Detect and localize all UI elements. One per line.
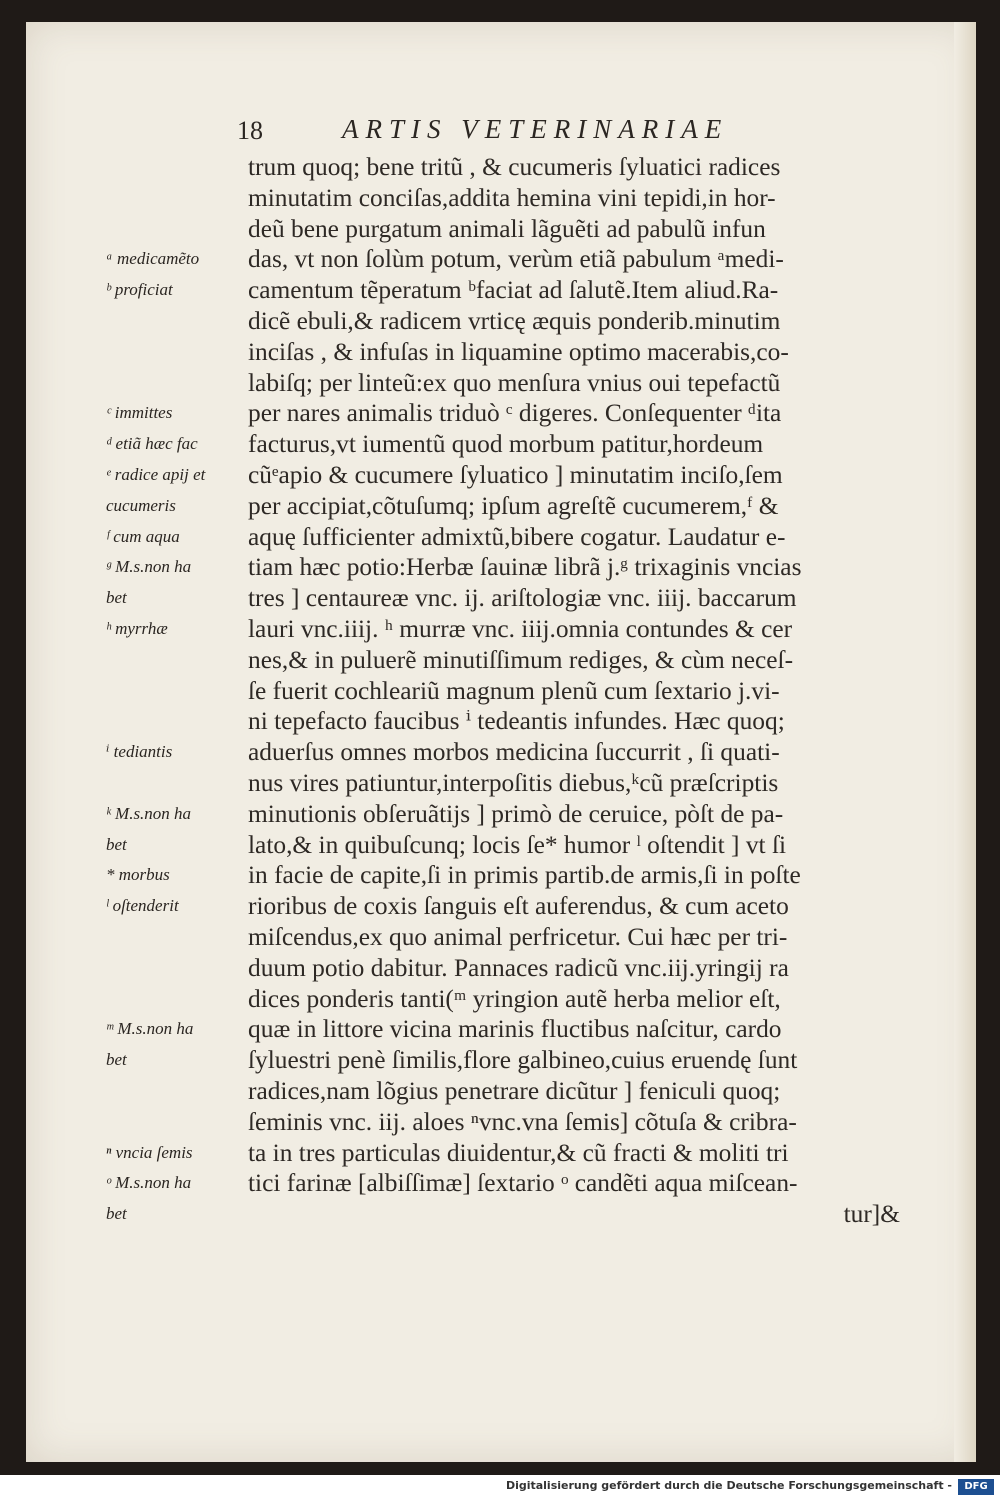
- text-line: nes,& in puluerẽ minutiſſimum rediges, & cùm neceſ-: [248, 645, 794, 674]
- margin-note: [106, 337, 256, 368]
- text-line: cũᵉapio & cucumere ſyluatico ] minutatim inciſo,ſem: [248, 460, 783, 489]
- text-line: aquę ſufficienter admixtũ,bibere cogatur. Laudatur e-: [248, 522, 786, 551]
- text-line: camentum tẽperatum ᵇfaciat ad ſalutẽ.Item aliud.Ra-: [248, 276, 779, 305]
- margin-note: ʰ myrrhæ: [106, 618, 168, 638]
- text-line: miſcendus,ex quo animal perfricetur. Cui hæc per tri-: [248, 922, 788, 951]
- margin-note: [106, 183, 256, 214]
- margin-note: bet: [106, 1050, 127, 1070]
- text-line: dicẽ ebuli,& radicem vrticę æquis ponderib.minutim: [248, 306, 781, 335]
- margin-note: [106, 645, 256, 676]
- margin-note: ⁿ vncia ſemis: [106, 1142, 193, 1162]
- text-line: ni tepefacto faucibus ⁱ tedeantis infundes. Hæc quoq;: [248, 707, 785, 736]
- margin-note: ᵃ medicamẽto: [106, 249, 200, 269]
- margin-note: ᵈ etiã hæc fac: [106, 434, 198, 454]
- margin-note: [106, 1076, 256, 1107]
- margin-note: ᶠ cum aqua: [106, 526, 180, 546]
- text-line: lato,& in quibuſcunq; locis ſe* humor ˡ oſtendit ] vt ſi: [248, 830, 787, 859]
- text-line: radices,nam lõgius penetrare dicũtur ] feniculi quoq;: [248, 1076, 781, 1105]
- margin-note: ᵒ M.s.non ha: [106, 1173, 192, 1193]
- margin-note: ᵉ radice apij et: [106, 464, 206, 484]
- margin-note: ᵏ M.s.non ha: [106, 803, 192, 823]
- margin-note: ᵐ M.s.non ha: [106, 1019, 194, 1039]
- margin-note: ᶜ immittes: [106, 403, 173, 423]
- margin-note: ˡ oſtenderit: [106, 896, 179, 916]
- text-line: das, vt non ſolùm potum, verùm etiã pabulum ᵃmedi-: [248, 245, 784, 274]
- text-line: facturus,vt iumentũ quod morbum patitur,hordeum: [248, 430, 764, 459]
- text-line: quæ in littore vicina marinis fluctibus naſcitur, cardo: [248, 1015, 782, 1044]
- main-text-block: [248, 152, 900, 1230]
- text-line: ſe fuerit cochleariũ magnum plenũ cum ſextario j.vi-: [248, 676, 780, 705]
- text-line: in facie de capite,ſi in primis partib.de armis,ſi in poſte: [248, 861, 801, 890]
- margin-note: [106, 152, 256, 183]
- text-line: dices ponderis tanti(ᵐ yringion autẽ herba melior eſt,: [248, 984, 781, 1013]
- book-page: [26, 22, 976, 1462]
- page-number: 18: [237, 116, 263, 145]
- margin-note: [106, 768, 256, 799]
- text-line: nus vires patiuntur,interpoſitis diebus,ᵏcũ præſcriptis: [248, 768, 779, 797]
- margin-note: ⁱ tediantis: [106, 742, 173, 762]
- margin-note: cucumeris: [106, 495, 176, 515]
- running-title: ARTIS VETERINARIAE: [342, 114, 729, 144]
- margin-note: [106, 706, 256, 737]
- funding-credit: Digitalisierung gefördert durch die Deutsche Forschungsgemeinschaft -: [505, 1479, 952, 1492]
- margin-note: ᵍ M.s.non ha: [106, 557, 192, 577]
- margin-note: [106, 984, 256, 1015]
- text-line: deũ bene purgatum animali lãguẽti ad pabulũ infun: [248, 214, 766, 243]
- margin-note: bet: [106, 834, 127, 854]
- margin-note: [106, 1107, 256, 1138]
- text-line: aduerſus omnes morbos medicina ſuccurrit , ſi quati-: [248, 738, 780, 767]
- text-line: ſyluestri penè ſimilis,flore galbineo,cuius eruendę ſunt: [248, 1046, 798, 1075]
- text-line: tiam hæc potio:Herbæ ſauinæ librã j.ᵍ trixaginis vncias: [248, 553, 802, 582]
- text-line: inciſas , & infuſas in liquamine optimo macerabis,co-: [248, 337, 789, 366]
- text-line: trum quoq; bene tritũ , & cucumeris ſyluatici radices: [248, 153, 781, 181]
- running-head: [26, 110, 976, 154]
- text-line: labiſq; per linteũ:ex quo menſura vnius oui tepefactũ: [248, 368, 781, 397]
- margin-note: [106, 306, 256, 337]
- margin-note: * morbus: [106, 865, 170, 885]
- margin-note: bet: [106, 1204, 127, 1224]
- margin-note: [106, 368, 256, 399]
- text-line: per nares animalis triduò ᶜ digeres. Conſequenter ᵈita: [248, 399, 782, 428]
- text-line: lauri vnc.iiij. ʰ murræ vnc. iiij.omnia contundes & cer: [248, 614, 793, 643]
- margin-note: ᵇ proficiat: [106, 280, 173, 300]
- text-line: minutionis obſeruãtijs ] primò de ceruice, pòſt de pa-: [248, 799, 784, 828]
- dfg-logo: DFG: [958, 1479, 994, 1495]
- text-line: duum potio dabitur. Pannaces radicũ vnc.iij.yringij ra: [248, 953, 789, 982]
- text-line: per accipiat,cõtuſumq; ipſum agreſtẽ cucumerem,ᶠ &: [248, 491, 779, 520]
- margin-note: bet: [106, 588, 127, 608]
- page-edge: [954, 22, 976, 1462]
- text-line: tur]&: [843, 1200, 900, 1229]
- margin-note: [106, 953, 256, 984]
- margin-note: [106, 676, 256, 707]
- margin-note: [106, 214, 256, 245]
- margin-note: [106, 922, 256, 953]
- text-line: ta in tres particulas diuidentur,& cũ fracti & moliti tri: [248, 1138, 789, 1167]
- text-line: minutatim conciſas,addita hemina vini tepidi,in hor-: [248, 183, 776, 212]
- margin-notes: [106, 152, 256, 1230]
- digitization-footer: [0, 1475, 1000, 1499]
- text-line: rioribus de coxis ſanguis eſt auferendus, & cum aceto: [248, 892, 789, 921]
- text-line: tres ] centaureæ vnc. ij. ariſtologiæ vnc. iiij. baccarum: [248, 584, 797, 613]
- text-line: tici farinæ [albiſſimæ] ſextario ᵒ candẽti aqua miſcean-: [248, 1169, 798, 1198]
- text-line: ſeminis vnc. iij. aloes ⁿvnc.vna ſemis] cõtuſa & cribra-: [248, 1107, 797, 1136]
